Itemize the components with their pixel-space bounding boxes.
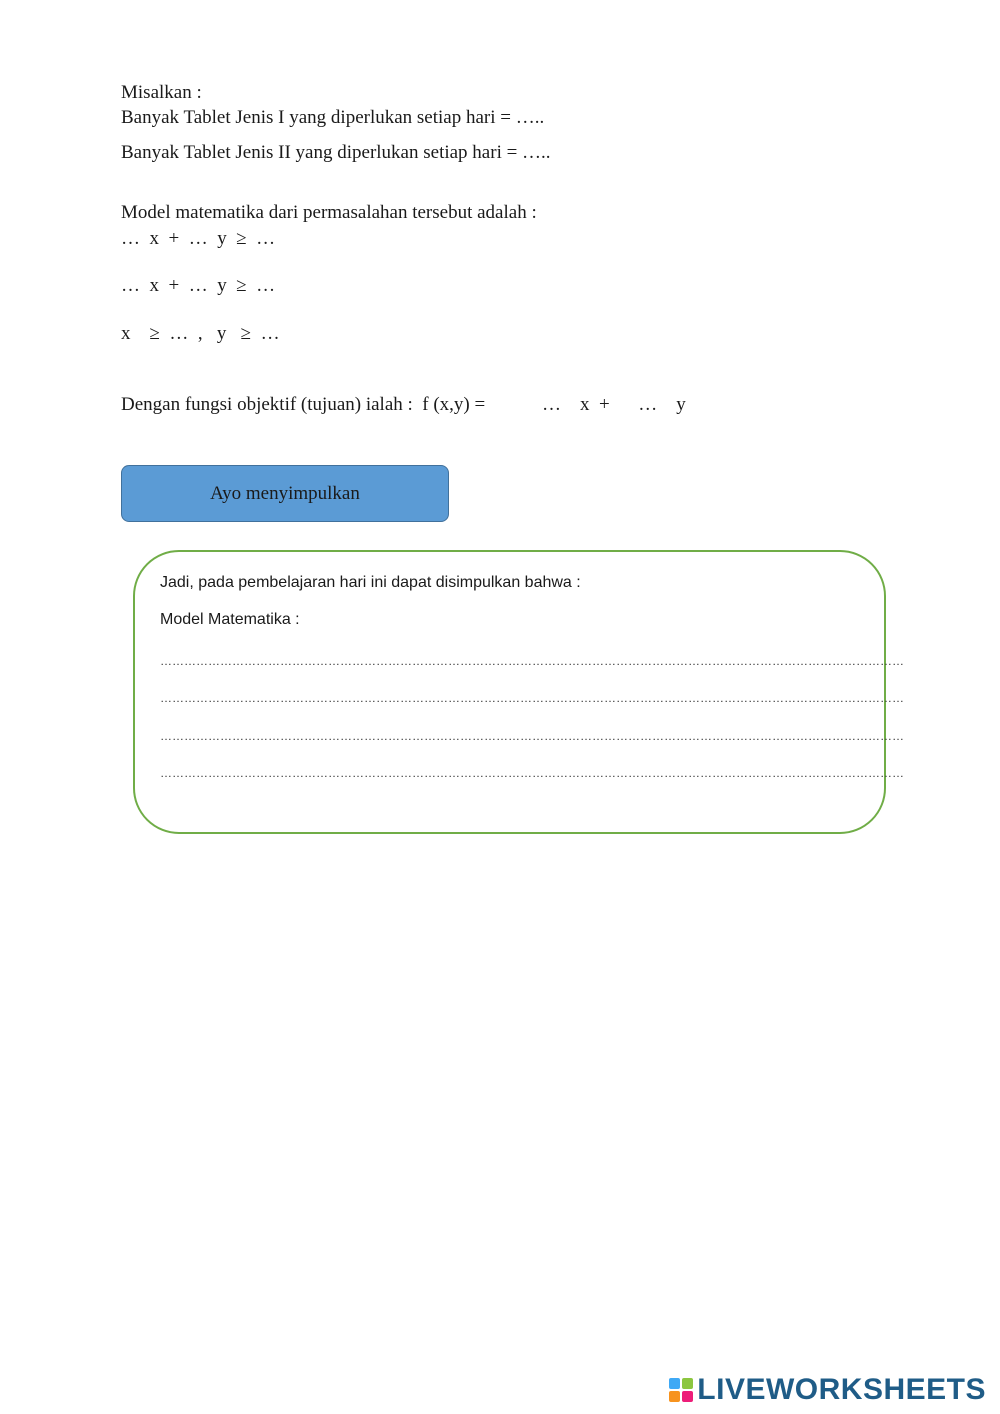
answer-line-2[interactable]: …………………………………………………………………………………………………………………………………………………………………… <box>160 691 904 705</box>
objective-label: Dengan fungsi objektif (tujuan) ialah : f (x,y) = <box>121 394 486 415</box>
answer-line-1[interactable]: …………………………………………………………………………………………………………………………………………………………………… <box>160 654 904 668</box>
model-matematika-label: Model Matematika : <box>160 611 300 628</box>
inequality-3: x ≥ … , y ≥ … <box>121 323 280 344</box>
conclusion-intro: Jadi, pada pembelajaran hari ini dapat disimpulkan bahwa : <box>160 574 581 591</box>
answer-line-3[interactable]: …………………………………………………………………………………………………………………………………………………………………… <box>160 729 904 743</box>
tablet-1-line: Banyak Tablet Jenis I yang diperlukan setiap hari = ….. <box>121 107 545 128</box>
ayo-menyimpulkan-button[interactable] <box>121 465 449 522</box>
answer-line-4[interactable]: …………………………………………………………………………………………………………………………………………………………………… <box>160 766 904 780</box>
ayo-menyimpulkan-label: Ayo menyimpulkan <box>210 482 360 504</box>
misalkan-label: Misalkan : <box>121 82 202 103</box>
inequality-1: … x + … y ≥ … <box>121 228 276 249</box>
brand-name: LIVEWORKSHEETS <box>697 1373 986 1406</box>
objective-expression: … x + … y <box>542 394 686 415</box>
inequality-2: … x + … y ≥ … <box>121 275 276 296</box>
tablet-2-line: Banyak Tablet Jenis II yang diperlukan setiap hari = ….. <box>121 142 551 163</box>
liveworksheets-logo <box>669 1372 986 1408</box>
logo-squares-icon <box>669 1378 693 1402</box>
model-heading: Model matematika dari permasalahan tersebut adalah : <box>121 202 537 223</box>
